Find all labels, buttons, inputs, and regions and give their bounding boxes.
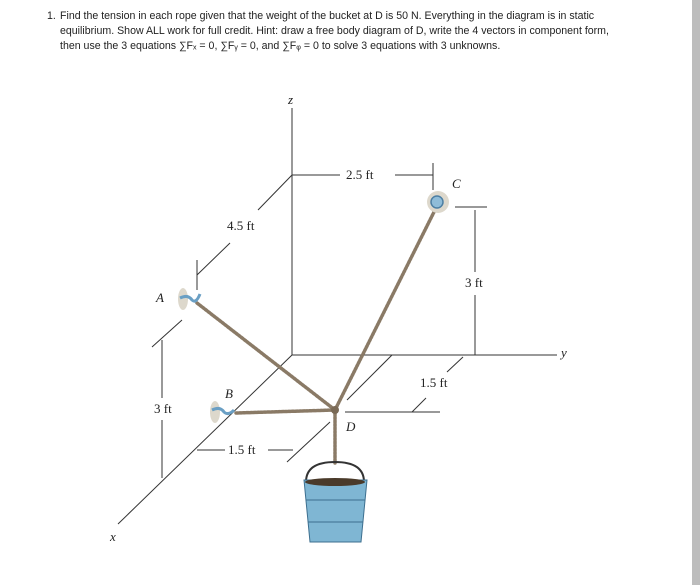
point-C-label: C: [452, 176, 461, 191]
hook-B-icon: [210, 401, 234, 423]
x-axis-label: x: [110, 529, 116, 544]
point-A-label: A: [156, 290, 164, 305]
dim-1.5ft-right: 1.5 ft: [420, 375, 448, 390]
x-axis: [118, 355, 292, 524]
problem-text: Find the tension in each rope given that the weight of the bucket at D is 50 N. Everything in the diagram is in static equilibrium. Show ALL work for full credit. Hint: draw a free body diagram of D, write the 4 vectors in component form, then use the 3 equations ∑Fₓ = 0, ∑Fᵧ = 0, and ∑Fᵩ = 0 to solve 3 equations with 3 unknowns.: [60, 10, 609, 52]
dim-1.5ft-bottom: 1.5 ft: [228, 442, 256, 457]
ring-C-icon: [427, 191, 449, 213]
dim-3ft-left: 3 ft: [154, 401, 172, 416]
rope-BD: [236, 410, 335, 413]
problem-number: 1.: [47, 10, 56, 22]
y-axis-label: y: [561, 345, 567, 360]
knot-D: [331, 406, 339, 414]
bucket-icon: [304, 462, 367, 542]
dim-3ft-C: 3 ft: [465, 275, 483, 290]
dim-4.5ft: 4.5 ft: [227, 218, 255, 233]
z-axis-label: z: [288, 92, 294, 107]
point-D-label: D: [346, 419, 356, 434]
rope-AD: [197, 303, 335, 410]
dim-2.5ft: 2.5 ft: [346, 167, 374, 182]
hook-A-icon: [178, 288, 200, 310]
point-B-label: B: [225, 386, 233, 401]
